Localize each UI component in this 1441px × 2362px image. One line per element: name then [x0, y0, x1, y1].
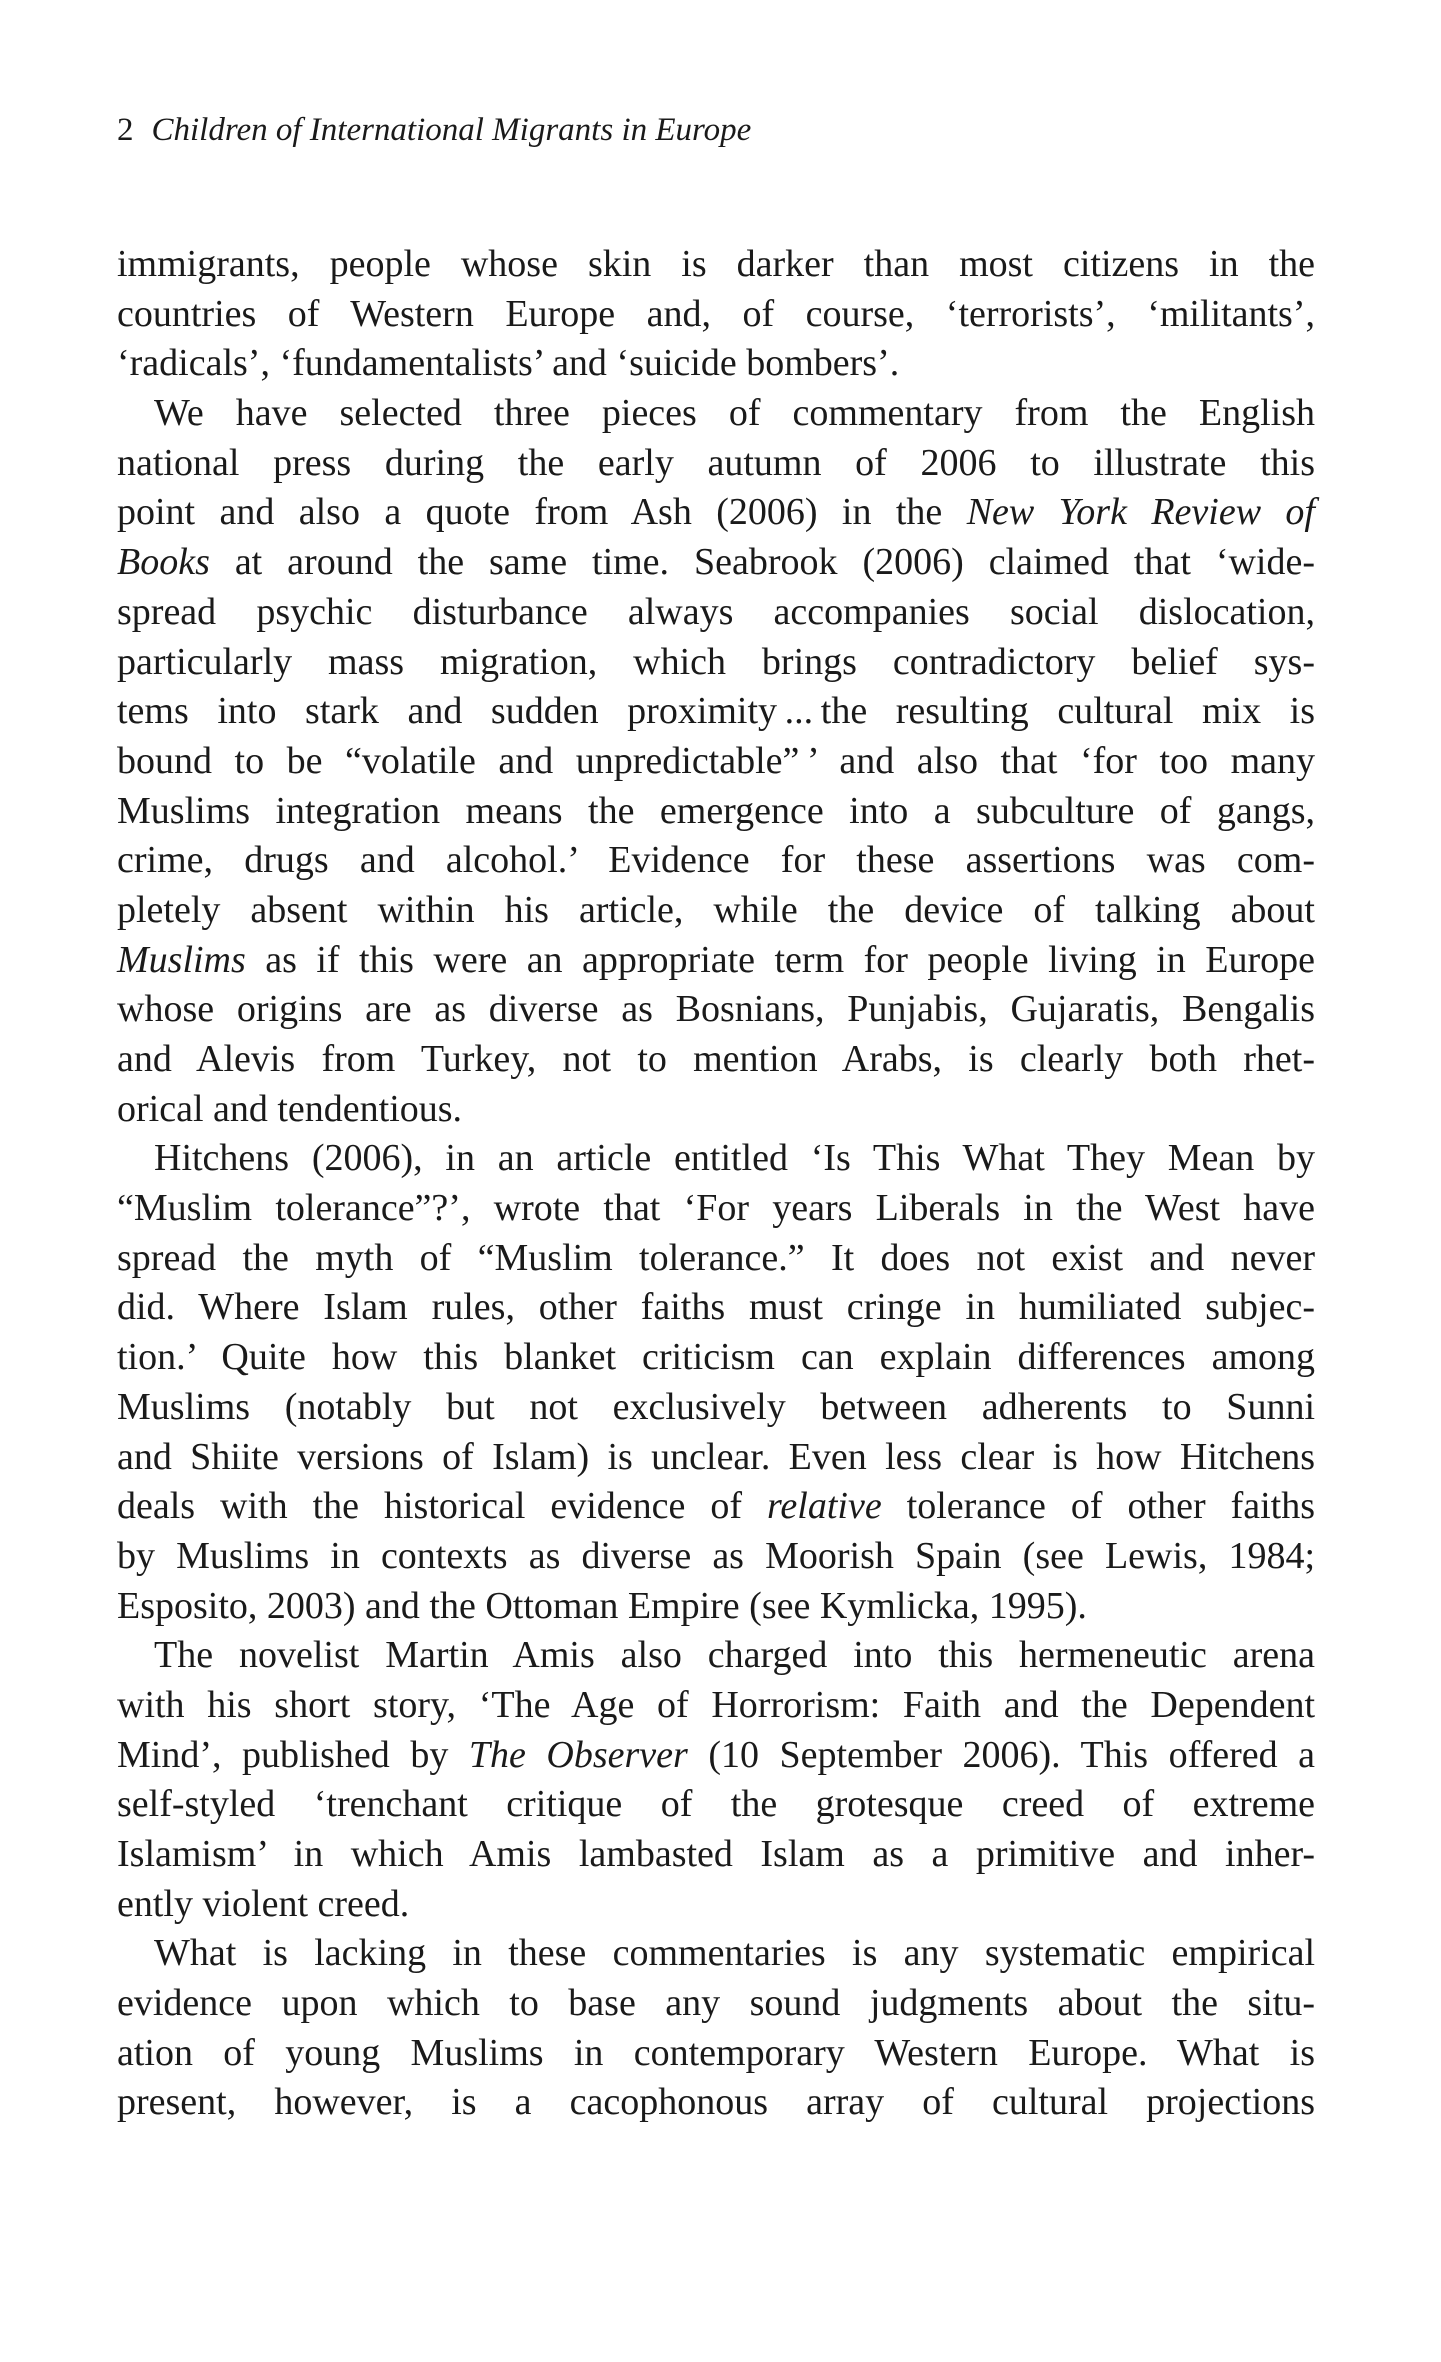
text-line: [117, 1035, 1315, 1085]
text-segment: orical and tendentious.: [117, 1087, 463, 1130]
text-segment: did. Where Islam rules, other faiths must cringe in humiliated subjec-: [117, 1286, 1315, 1329]
text-line: [117, 787, 1315, 837]
text-segment: tolerance of other faiths: [881, 1485, 1315, 1528]
text-segment: Muslims integration means the emergence into a subculture of gangs,: [117, 789, 1315, 832]
text-line: [117, 339, 1315, 389]
text-line: [117, 1979, 1315, 2029]
text-segment: particularly mass migration, which brings contradictory belief sys-: [117, 640, 1315, 683]
page-number: 2: [117, 112, 134, 148]
text-segment: ‘radicals’, ‘fundamentalists’ and ‘suicide bombers’.: [117, 342, 900, 385]
text-line: [117, 389, 1315, 439]
text-line: [117, 1234, 1315, 1284]
text-line: [117, 1383, 1315, 1433]
text-line: [117, 1134, 1315, 1184]
text-line: [117, 886, 1315, 936]
text-segment: with his short story, ‘The Age of Horrorism: Faith and the Dependent: [117, 1683, 1315, 1726]
text-line: [117, 538, 1315, 588]
text-line: [117, 638, 1315, 688]
text-segment: evidence upon which to base any sound judgments about the situ-: [117, 1982, 1315, 2025]
text-segment: pletely absent within his article, while the device of talking about: [117, 888, 1315, 931]
text-segment: whose origins are as diverse as Bosnians, Punjabis, Gujaratis, Bengalis: [117, 988, 1315, 1031]
text-line: [117, 1929, 1315, 1979]
text-segment: countries of Western Europe and, of course, ‘terrorists’, ‘militants’,: [117, 292, 1315, 335]
text-line: [117, 488, 1315, 538]
text-segment: Islamism’ in which Amis lambasted Islam as a primitive and inher-: [117, 1833, 1315, 1875]
running-head-title: Children of International Migrants in Europe: [151, 112, 752, 148]
text-segment: What is lacking in these commentaries is any systematic empirical: [154, 1932, 1315, 1975]
text-line: [117, 1532, 1315, 1582]
text-line: [117, 1830, 1315, 1880]
running-head: [117, 106, 751, 154]
italic-text: relative: [767, 1485, 882, 1528]
text-segment: tems into stark and sudden proximity ... the resulting cultural mix is: [117, 690, 1315, 733]
text-line: [117, 1731, 1315, 1781]
text-line: [117, 1283, 1315, 1333]
text-line: [117, 1631, 1315, 1681]
text-segment: at around the same time. Seabrook (2006) claimed that ‘wide-: [209, 541, 1315, 584]
text-segment: and Alevis from Turkey, not to mention Arabs, is clearly both rhet-: [117, 1038, 1315, 1080]
text-line: [117, 985, 1315, 1035]
text-segment: Mind’, published by: [117, 1733, 469, 1776]
text-segment: ation of young Muslims in contemporary Western Europe. What is: [117, 2031, 1315, 2074]
text-line: [117, 1433, 1315, 1483]
italic-text: Muslims: [117, 938, 246, 981]
text-line: [117, 588, 1315, 638]
text-segment: Esposito, 2003) and the Ottoman Empire (see Kymlicka, 1995).: [117, 1584, 1087, 1627]
italic-text: New York Review of: [966, 491, 1315, 534]
text-segment: spread psychic disturbance always accompanies social dislocation,: [117, 590, 1315, 633]
text-segment: as if this were an appropriate term for people living in Europe: [245, 938, 1315, 981]
italic-text: Books: [117, 541, 210, 584]
text-line: [117, 1582, 1315, 1632]
text-line: [117, 1085, 1315, 1135]
text-segment: ently violent creed.: [117, 1882, 410, 1925]
text-segment: (10 September 2006). This offered a: [687, 1733, 1316, 1776]
italic-text: The Observer: [468, 1733, 688, 1776]
text-line: [117, 1482, 1315, 1532]
body-text: [117, 240, 1315, 2128]
text-segment: The novelist Martin Amis also charged into this hermeneutic arena: [154, 1634, 1315, 1677]
text-segment: self-styled ‘trenchant critique of the grotesque creed of extreme: [117, 1783, 1315, 1826]
text-segment: Muslims (notably but not exclusively between adherents to Sunni: [117, 1385, 1315, 1428]
text-line: [117, 1333, 1315, 1383]
text-line: [117, 687, 1315, 737]
text-segment: Hitchens (2006), in an article entitled ‘Is This What They Mean by: [154, 1137, 1315, 1180]
text-line: [117, 1681, 1315, 1731]
text-segment: “Muslim tolerance”?’, wrote that ‘For years Liberals in the West have: [117, 1187, 1315, 1230]
text-line: [117, 936, 1315, 986]
text-segment: spread the myth of “Muslim tolerance.” It does not exist and never: [117, 1236, 1315, 1279]
text-segment: immigrants, people whose skin is darker than most citizens in the: [117, 243, 1315, 285]
text-line: [117, 2078, 1315, 2128]
text-line: [117, 737, 1315, 787]
text-line: [117, 290, 1315, 340]
text-segment: present, however, is a cacophonous array of cultural projections: [117, 2081, 1315, 2124]
text-segment: tion.’ Quite how this blanket criticism can explain differences among: [117, 1336, 1315, 1379]
text-segment: bound to be “volatile and unpredictable” ’ and also that ‘for too many: [117, 739, 1315, 782]
text-line: [117, 1880, 1315, 1930]
text-line: [117, 1780, 1315, 1830]
text-line: [117, 2029, 1315, 2079]
text-line: [117, 439, 1315, 489]
text-segment: by Muslims in contexts as diverse as Moorish Spain (see Lewis, 1984;: [117, 1534, 1315, 1577]
text-segment: We have selected three pieces of commentary from the English: [154, 392, 1315, 435]
text-line: [117, 240, 1315, 290]
text-segment: point and also a quote from Ash (2006) in the: [117, 491, 967, 534]
text-line: [117, 1184, 1315, 1234]
text-segment: and Shiite versions of Islam) is unclear. Even less clear is how Hitchens: [117, 1435, 1315, 1478]
text-line: [117, 836, 1315, 886]
text-segment: national press during the early autumn of 2006 to illustrate this: [117, 441, 1315, 484]
text-segment: deals with the historical evidence of: [117, 1485, 768, 1528]
text-segment: crime, drugs and alcohol.’ Evidence for these assertions was com-: [117, 839, 1315, 882]
